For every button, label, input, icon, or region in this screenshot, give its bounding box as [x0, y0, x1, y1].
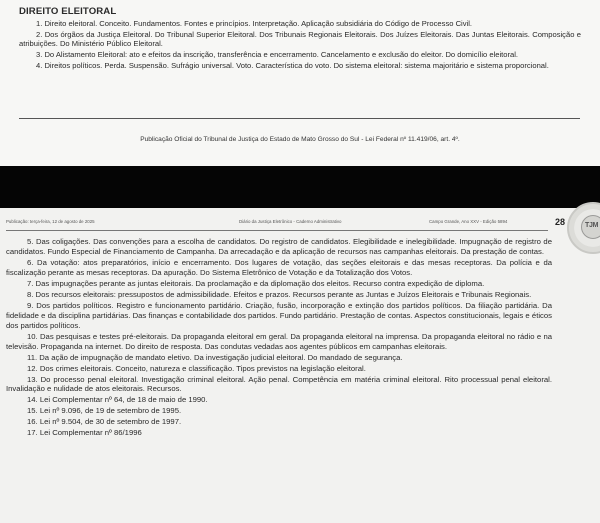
syllabus-item: 2. Dos órgãos da Justiça Eleitoral. Do Tribunal Superior Eleitoral. Dos Tribunais Regionais Eleitorais. Dos Juízes Eleitorais. Das Juntas Eleitorais. Composição e atribuições. Do Ministério Público Eleitoral.: [19, 30, 581, 49]
page-footer: Publicação Oficial do Tribunal de Justiça do Estado de Mato Grosso do Sul - Lei Federal nº 11.419/06, art. 4º.: [140, 136, 460, 143]
syllabus-item: 11. Da ação de impugnação de mandato eletivo. Da investigação judicial eleitoral. Do mandado de segurança.: [27, 352, 403, 362]
section-title: DIREITO ELEITORAL: [19, 6, 117, 17]
top-syllabus-list: [19, 19, 581, 72]
syllabus-item: 10. Das pesquisas e testes pré-eleitorais. Da propaganda eleitoral em geral. Da propaganda eleitoral na imprensa. Da propaganda eleitoral no rádio e na televisão. Propaganda na internet. Do direito de resposta. Das condutas vedadas aos agentes públicos em campanhas eleitorais.: [6, 331, 552, 351]
header-divider: [6, 230, 548, 231]
bottom-page-fragment: [0, 208, 600, 523]
page-number: 28: [555, 217, 566, 227]
court-seal-icon: [567, 202, 600, 254]
page-separator: [0, 166, 600, 208]
header-publication-date: Publicação: terça-feira, 12 de agosto de 2025: [6, 219, 95, 224]
syllabus-item: 1. Direito eleitoral. Conceito. Fundamentos. Fontes e princípios. Interpretação. Aplicação subsidiária do Código de Processo Civil.: [36, 19, 473, 28]
syllabus-item: 14. Lei Complementar nº 64, de 18 de maio de 1990.: [27, 395, 208, 405]
syllabus-item: 3. Do Alistamento Eleitoral: ato e efeitos da inscrição, transferência e encerramento. Cancelamento e exclusão do eleitor. Do domicílio eleitoral.: [36, 50, 519, 60]
syllabus-item: 8. Dos recursos eleitorais: pressupostos de admissibilidade. Efeitos e prazos. Recursos perante as Juntas e Juízos Eleitorais e Tribunais Regionais.: [27, 289, 532, 299]
syllabus-item: 5. Das coligações. Das convenções para a escolha de candidatos. Do registro de candidatos. Elegibilidade e inelegibilidade. Impugnação de registro de candidatos. Fundo Especial de Financiamento de Campanha. Da arrecadação e da aplicação de recursos nas campanhas eleitorais. Da prestação de contas.: [6, 237, 552, 256]
syllabus-item: 13. Do processo penal eleitoral. Investigação criminal eleitoral. Ação penal. Competência em matéria criminal eleitoral. Rito processual penal eleitoral. Invalidação e nulidade de atos eleitorais. Recursos.: [6, 374, 552, 394]
header-journal-name: Diário da Justiça Eletrônico - Caderno Administrativo: [239, 219, 342, 224]
syllabus-item: 17. Lei Complementar nº 86/1996: [27, 428, 142, 438]
page-header: [6, 219, 546, 227]
syllabus-item: 9. Dos partidos políticos. Registro e funcionamento partidário. Criação, fusão, incorporação e extinção dos partidos políticos. Da filiação partidária. Da fidelidade e da disciplina partidárias. Das finanças e contabilidade dos partidos. Fundo partidário. Prestação de contas. Aspectos constitucionais, legais e éticos dos partidos políticos.: [6, 300, 552, 330]
syllabus-item: 6. Da votação: atos preparatórios, início e encerramento. Dos lugares de votação, das seções eleitorais e das mesas receptoras. Da polícia e da fiscalização perante as mesas receptoras. Da apuração. Do Sistema Eletrônico de Votação e da Totalização dos Votos.: [6, 257, 552, 277]
seal-initials: TJM: [585, 222, 599, 229]
divider: [19, 118, 580, 119]
top-page-fragment: [0, 0, 600, 166]
header-edition: Campo Grande, Ano XXV - Edição 5894: [429, 219, 508, 224]
syllabus-item: 16. Lei nº 9.504, de 30 de setembro de 1997.: [27, 417, 182, 427]
syllabus-item: 4. Direitos políticos. Perda. Suspensão. Sufrágio universal. Voto. Característica do voto. Do sistema eleitoral: sistema majoritário e sistema proporcional.: [36, 61, 549, 71]
bottom-syllabus-list: [6, 237, 552, 439]
syllabus-item: 7. Das impugnações perante as juntas eleitorais. Da proclamação e da diplomação dos eleitos. Recurso contra expedição de diploma.: [27, 278, 485, 288]
syllabus-item: 12. Dos crimes eleitorais. Conceito, natureza e classificação. Tipos previstos na legislação eleitoral.: [27, 363, 366, 373]
syllabus-item: 15. Lei nº 9.096, de 19 de setembro de 1995.: [27, 406, 182, 416]
